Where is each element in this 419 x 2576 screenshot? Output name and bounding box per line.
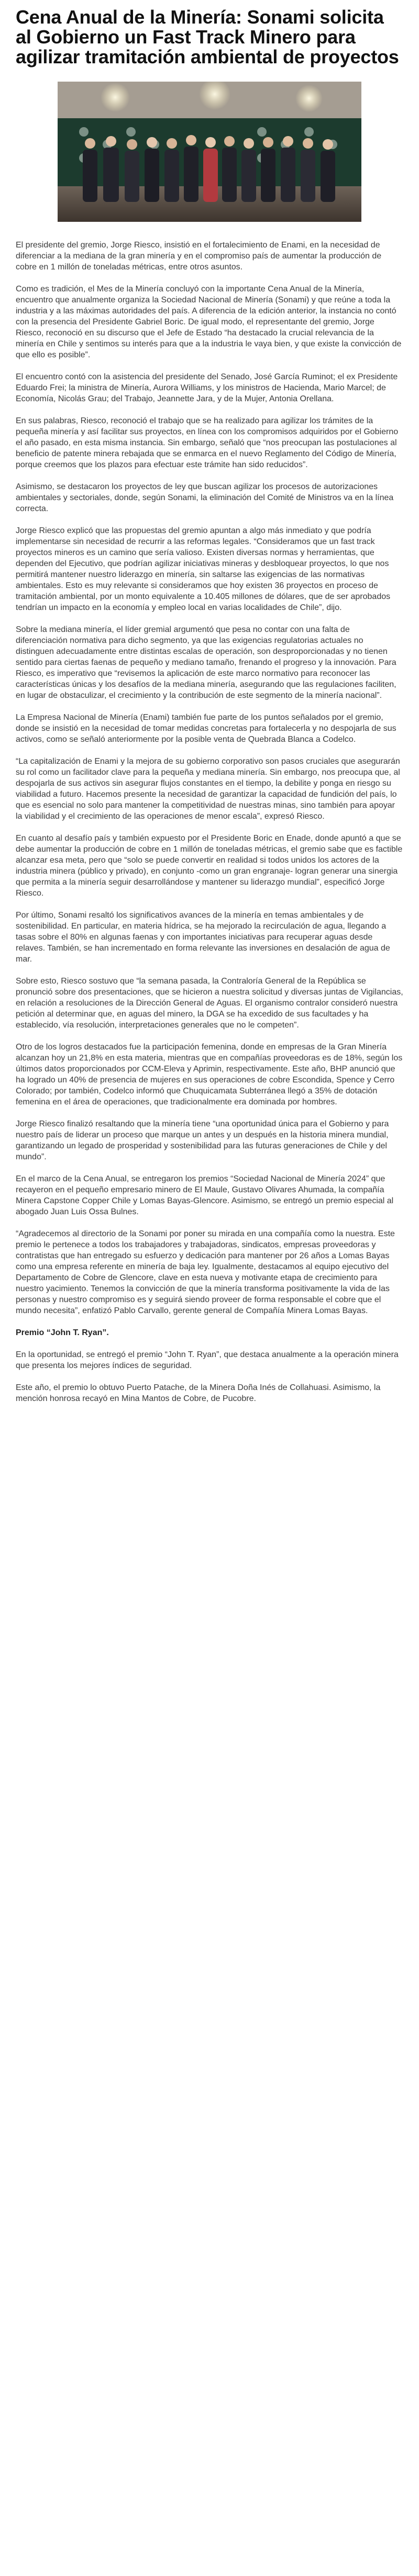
- article-paragraph: El encuentro contó con la asistencia del presidente del Senado, José García Ruminot; el ex Presidente Eduardo Frei; la ministra de Minería, Aurora Williams, y los ministros de Hacienda, Mario Marcel; de Economía, Nicolás Grau; del Trabajo, Jeannette Jara, y de la Mujer, Antonia Orellana.: [16, 372, 398, 403]
- article-paragraph: El presidente del gremio, Jorge Riesco, insistió en el fortalecimiento de Enami, en la necesidad de diferenciar a la mediana de la gran minería y en el compromiso país de aumentar la producción de cobre en 1 millón de toneladas métricas, entre otros asuntos.: [16, 241, 382, 272]
- article-paragraph: Jorge Riesco explicó que las propuestas del gremio apuntan a algo más inmediato y que podría implementarse sin necesidad de recurrir a las reformas legales. “Consideramos que un fast track proyectos mineros es un camino que sería valioso. Existen diversas normas y herramientas, que dependen del Ejecutivo, que podrían agilizar iniciativas mineras y desbloquear proyectos, lo que nos permitirá mantener nuestro liderazgo en minería, sin saltarse las exigencias de las normativas ambientales. Esto es muy relevante si consideramos que hoy existen 36 proyectos en proceso de tramitación ambiental, por un monto equivalente a 10.405 millones de dólares, que de ser aprobados tendrían un impacto en la economía y empleo local en varias localidades de Chile”, dijo.: [16, 526, 391, 612]
- article-paragraph: Jorge Riesco finalizó resaltando que la minería tiene “una oportunidad única para el Gobierno y para nuestro país de liderar un proceso que marque un antes y un después en la historia minera mundial, garantizando un legado de prosperidad y sostenibilidad para las futuras generaciones de Chile y del mundo”.: [16, 1120, 389, 1161]
- article-paragraph: En la oportunidad, se entregó el premio “John T. Ryan”, que destaca anualmente a la operación minera que presenta los mejores índices de seguridad.: [16, 1350, 399, 1370]
- group-photo: [58, 82, 361, 222]
- article-paragraph: Asimismo, se destacaron los proyectos de ley que buscan agilizar los procesos de autorizaciones ambientales y sectoriales, donde, según Sonami, la eliminación del Comité de Ministros va en la línea correcta.: [16, 482, 394, 513]
- article-paragraph: Como es tradición, el Mes de la Minería concluyó con la importante Cena Anual de la Minería, encuentro que anualmente organiza la Sociedad Nacional de Minería (Sonami) y que reúne a toda la industria y a las máximas autoridades del país. A diferencia de la edición anterior, la instancia no contó con la presencia del Presidente Gabriel Boric. De igual modo, el representante del gremio, Jorge Riesco, reconoció en su discurso que el Jefe de Estado “ha destacado la crucial relevancia de la minería en Chile y sentimos su interés para que a la industria le vaya bien, y que existe la convicción de que ello es posible”.: [16, 285, 402, 359]
- article-paragraph: Sobre esto, Riesco sostuvo que “la semana pasada, la Contraloría General de la República se pronunció sobre dos presentaciones, que se hicieron a nuestra solicitud y diversas juntas de Vigilancias, en relación a resoluciones de la Dirección General de Aguas. El organismo contralor consideró nuestra petición al determinar que, en aguas del minero, la DGA se ha excedido de sus facultades y ha establecido, vía resolución, interpretaciones generales que no le competen”.: [16, 977, 403, 1030]
- article-paragraph: Otro de los logros destacados fue la participación femenina, donde en empresas de la Gran Minería alcanzan hoy un 21,8% en esta materia, mientras que en compañías proveedoras es de 18%, según los últimos datos proporcionados por CCM-Eleva y Aprimin, respectivamente. Este año, BHP anunció que ha logrado un 40% de presencia de mujeres en sus operaciones de cobre Escondida, Spence y Cerro Colorado; por también, Codelco informó que Chuquicamata Subterránea llegó a 35% de dotación femenina en el área de operaciones, que tradicionalmente era dominada por hombres.: [16, 1043, 403, 1106]
- article-headline: Cena Anual de la Minería: Sonami solicita al Gobierno un Fast Track Minero para agilizar tramitación ambiental de proyectos: [16, 6, 399, 67]
- article: [16, 7, 403, 1415]
- article-paragraph: Sobre la mediana minería, el líder gremial argumentó que pesa no contar con una falta de diferenciación normativa para dicho segmento, ya que las exigencias regulatorias actuales no distinguen adecuadamente entre distintas escalas de operación, son desproporcionadas y no tienen sentido para ciertas faenas de pequeño y mediano tamaño, frenando el progreso y la innovación. Para Riesco, es imperativo que “revisemos la aplicación de este marco normativo para reconocer las características únicas y los desafíos de la mediana minería, asegurando que las regulaciones faciliten, en lugar de obstaculizar, el crecimiento y la contribución de este segmento de la minería nacional”.: [16, 625, 396, 700]
- article-paragraph: La Empresa Nacional de Minería (Enami) también fue parte de los puntos señalados por el gremio, donde se insistió en la necesidad de tomar medidas concretas para fortalecerla y no despojarla de sus activos, como se señaló anteriormente por la posible venta de Quebrada Blanca a Codelco.: [16, 713, 396, 744]
- article-paragraph: Por último, Sonami resaltó los significativos avances de la minería en temas ambientales y de sostenibilidad. En particular, en materia hídrica, se ha mejorado la recirculación de agua, llegando a tasas sobre el 80% en algunas faenas y con importantes iniciativas para recuperar aguas desde relaves. También, se han incrementado en forma relevante las inversiones en desalación de agua de mar.: [16, 911, 390, 964]
- section-subheading: Premio “John T. Ryan”.: [16, 1328, 109, 1337]
- article-paragraph: En sus palabras, Riesco, reconoció el trabajo que se ha realizado para agilizar los trámites de la pequeña minería y así facilitar sus proyectos, en línea con los compromisos adquiridos por el Gobierno el año pasado, en esta misma instancia. Sin embargo, señaló que “nos preocupan las postulaciones al beneficio de patente minera rebajada que se enmarca en el nuevo Reglamento del Código de Minería, porque creemos que los plazos para efectuar este trámite han sido reducidos”.: [16, 416, 399, 469]
- article-paragraph: Este año, el premio lo obtuvo Puerto Patache, de la Minera Doña Inés de Collahuasi. Asimismo, la mención honrosa recayó en Mina Mantos de Cobre, de Pucobre.: [16, 1383, 381, 1403]
- article-paragraph: “Agradecemos al directorio de la Sonami por poner su mirada en una compañía como la nuestra. Este premio le pertenece a todos los trabajadores y trabajadoras, sindicatos, empresas proveedoras y contratistas que han entregado su esfuerzo y dedicación para mantener por 26 años a Lomas Bayas como una empresa referente en minería de baja ley. Igualmente, destacamos al equipo ejecutivo del Departamento de Cobre de Glencore, clave en esta nueva y motivante etapa de crecimiento para nuestro yacimiento. Tenemos la convicción de que la minería transforma positivamente la vida de las personas y nuestro compromiso es y seguirá siendo proveer de forma responsable el cobre que el mundo necesita”, enfatizó Pablo Carvallo, gerente general de Compañía Minera Lomas Bayas.: [16, 1229, 395, 1315]
- article-paragraph: “La capitalización de Enami y la mejora de su gobierno corporativo son pasos cruciales que asegurarán su rol como un facilitador clave para la pequeña y mediana minería. Sin embargo, nos preocupa que, al despojarla de sus activos sin asegurar flujos constantes en el tiempo, la debilite y ponga en riesgo su viabilidad a futuro. Hacemos presente la necesidad de garantizar la capacidad de fundición del país, lo que es esencial no solo para mantener la competitividad de nuestras minas, sino también para apoyar la viabilidad y el crecimiento de las operaciones de menor escala”, expresó Riesco.: [16, 757, 400, 821]
- article-body: [16, 240, 403, 1404]
- article-paragraph: En el marco de la Cena Anual, se entregaron los premios “Sociedad Nacional de Minería 2024” que recayeron en el pequeño empresario minero de El Maule, Gustavo Olivares Ahumada, la compañía Minera Capstone Copper Chile y Lomas Bayas-Glencore. Asimismo, se entregó un premio especial al abogado Juan Luis Ossa Bulnes.: [16, 1174, 394, 1216]
- article-paragraph: En cuanto al desafío país y también expuesto por el Presidente Boric en Enade, donde apuntó a que se debe aumentar la producción de cobre en 1 millón de toneladas métricas, el gremio sabe que es factible alcanzar esa meta, pero que “solo se puede convertir en realidad si todos unidos los actores de la industria minera (público y privado), en conjunto -como un gran engranaje- logran generar una sinergia que permita a la minería seguir desarrollándose y mantener su liderazgo mundial”, especificó Jorge Riesco.: [16, 834, 403, 898]
